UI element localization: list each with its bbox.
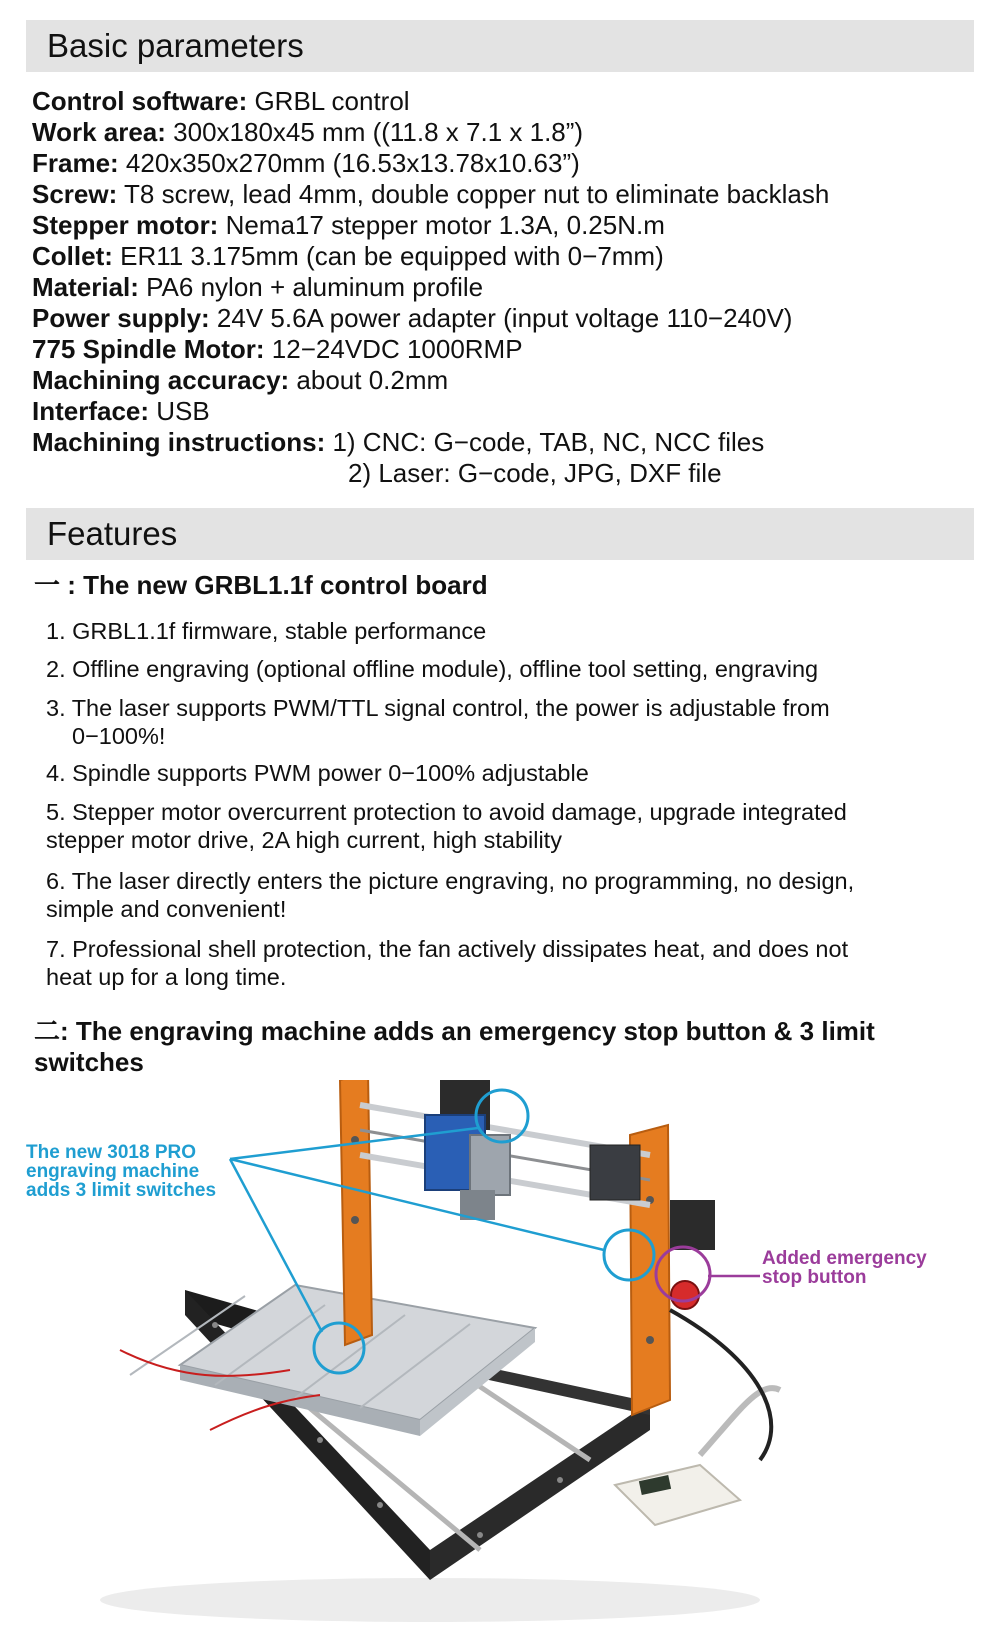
param-value: GRBL control (247, 86, 410, 116)
param-value: 12−24VDC 1000RMP (264, 334, 523, 364)
param-label: Material: (32, 272, 139, 302)
right-callout-line-2: stop button (762, 1267, 867, 1288)
feature-item-continued: stepper motor drive, 2A high current, high stability (46, 827, 562, 853)
param-row (32, 365, 972, 396)
param-label: Screw: (32, 179, 118, 209)
param-row (32, 241, 972, 272)
floor-shadow (100, 1578, 760, 1622)
limit-switch-subtitle-line: 二: The engraving machine adds an emergency stop button & 3 limit (34, 1016, 875, 1046)
param-row (32, 272, 972, 303)
param-label: Collet: (32, 241, 113, 271)
param-value: USB (149, 396, 210, 426)
param-label: Machining instructions: (32, 427, 326, 457)
param-row (32, 396, 972, 427)
emergency-stop-button (671, 1281, 699, 1309)
param-label: Frame: (32, 148, 119, 178)
cnc-machine-illustration (0, 1080, 1000, 1642)
basic-parameters-header: Basic parameters (26, 20, 974, 72)
param-value: about 0.2mm (289, 365, 449, 395)
control-board-subtitle: 一 : The new GRBL1.1f control board (34, 570, 488, 600)
feature-item-continued: heat up for a long time. (46, 964, 287, 990)
feature-item: 7. Professional shell protection, the fan actively dissipates heat, and does not (46, 936, 849, 962)
left-callout-line-1: The new 3018 PRO (26, 1142, 197, 1163)
feature-item-continued: simple and convenient! (46, 896, 287, 922)
param-value: PA6 nylon + aluminum profile (138, 272, 484, 302)
param-label: Power supply: (32, 303, 210, 333)
basic-parameters-list (32, 86, 972, 489)
param-label: 775 Spindle Motor: (32, 334, 265, 364)
param-value: T8 screw, lead 4mm, double copper nut to eliminate backlash (117, 179, 830, 209)
feature-item: 3. The laser supports PWM/TTL signal control, the power is adjustable from (46, 695, 830, 721)
param-value: 1) CNC: G−code, TAB, NC, NCC files (325, 427, 765, 457)
param-label: Stepper motor: (32, 210, 219, 240)
features-header: Features (26, 508, 974, 560)
feature-item: 1. GRBL1.1f firmware, stable performance (46, 618, 487, 644)
right-callout-line-1: Added emergency (762, 1248, 927, 1269)
param-row (32, 210, 972, 241)
left-callout-line-2: engraving machine (26, 1161, 200, 1182)
limit-switch-subtitle (34, 1016, 964, 1078)
param-row (32, 334, 972, 365)
laser-carriage (425, 1080, 510, 1220)
stepper-motor (670, 1200, 715, 1250)
param-label: Work area: (32, 117, 166, 147)
param-continuation: 2) Laser: G−code, JPG, DXF file (348, 458, 722, 488)
feature-item: 6. The laser directly enters the picture engraving, no programming, no design, (46, 868, 855, 894)
feature-item: 4. Spindle supports PWM power 0−100% adjustable (46, 760, 589, 786)
feature-item-continued: 0−100%! (72, 723, 166, 749)
power-cable (670, 1310, 771, 1460)
param-row (32, 117, 972, 148)
param-label: Machining accuracy: (32, 365, 290, 395)
left-callout-line-3: adds 3 limit switches (26, 1180, 217, 1201)
limit-switch-subtitle-line: switches (34, 1047, 144, 1077)
param-row (32, 303, 972, 334)
param-label: Interface: (32, 396, 150, 426)
param-value: 24V 5.6A power adapter (input voltage 110−240V) (209, 303, 793, 333)
param-row (32, 86, 972, 117)
feature-item: 2. Offline engraving (optional offline module), offline tool setting, engraving (46, 656, 819, 682)
param-value: 300x180x45 mm ((11.8 x 7.1 x 1.8”) (165, 117, 584, 147)
param-row (32, 148, 972, 179)
param-value: 420x350x270mm (16.53x13.78x10.63”) (118, 148, 580, 178)
param-value: ER11 3.175mm (can be equipped with 0−7mm) (112, 241, 664, 271)
param-value: Nema17 stepper motor 1.3A, 0.25N.m (218, 210, 665, 240)
feature-item: 5. Stepper motor overcurrent protection to avoid damage, upgrade integrated (46, 799, 847, 825)
control-board (590, 1145, 640, 1200)
param-row (32, 427, 972, 458)
param-label: Control software: (32, 86, 248, 116)
param-row (32, 179, 972, 210)
